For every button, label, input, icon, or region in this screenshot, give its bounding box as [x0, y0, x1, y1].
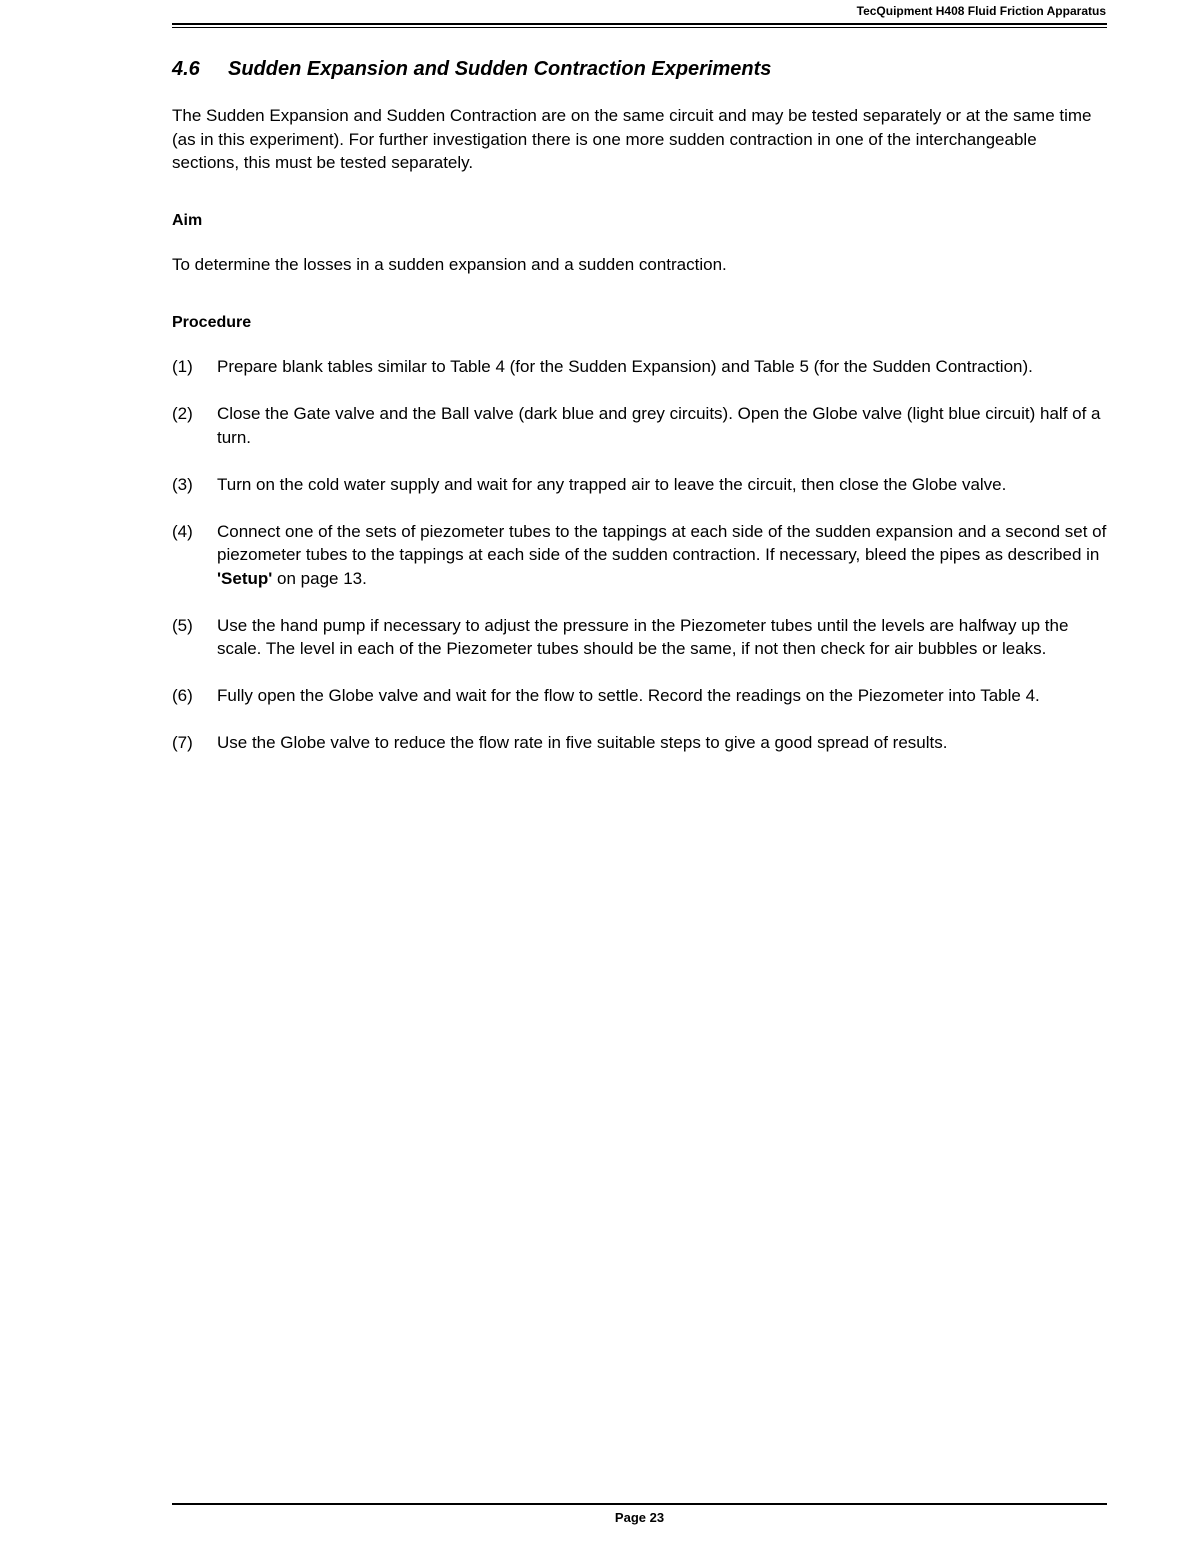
section-title [172, 57, 771, 81]
step-text: Use the Globe valve to reduce the flow rate in five suitable steps to give a good spread of results. [217, 733, 948, 752]
step-text: Use the hand pump if necessary to adjust the pressure in the Piezometer tubes until the levels are halfway up the scale. The level in each of the Piezometer tubes should be the same, if not then check for air bubbles or leaks. [217, 615, 1069, 658]
step-text: Close the Gate valve and the Ball valve (dark blue and grey circuits). Open the Globe valve (light blue circuit) half of a turn. [217, 404, 1101, 447]
running-header: TecQuipment H408 Fluid Friction Apparatus [856, 4, 1106, 18]
aim-text: To determine the losses in a sudden expansion and a sudden contraction. [172, 255, 727, 274]
footer-rule [172, 1503, 1107, 1505]
procedure-steps [172, 355, 1108, 778]
step-number: (2) [172, 404, 193, 423]
aim-heading: Aim [172, 212, 203, 229]
step-text: Fully open the Globe valve and wait for the flow to settle. Record the readings on the Piezometer into Table 4. [217, 686, 1040, 705]
step-number: (3) [172, 474, 193, 494]
procedure-step-6 [172, 684, 1108, 708]
step-text-part: on page 13. [272, 568, 367, 588]
header-rule-thin [172, 27, 1107, 28]
procedure-step-7 [172, 731, 1108, 755]
step-number: (5) [172, 615, 193, 635]
step-number: (4) [172, 521, 193, 541]
step-text: Prepare blank tables similar to Table 4 (for the Sudden Expansion) and Table 5 (for the Sudden Contraction). [217, 357, 1033, 376]
procedure-heading: Procedure [172, 314, 252, 331]
step-number: (6) [172, 686, 193, 705]
section-title-text: Sudden Expansion and Sudden Contraction Experiments [228, 58, 772, 80]
step-text [217, 522, 1106, 588]
setup-reference: 'Setup' [217, 568, 273, 588]
step-number: (1) [172, 357, 193, 376]
procedure-step-5 [172, 614, 1108, 661]
procedure-step-3 [172, 473, 1108, 497]
procedure-step-1 [172, 355, 1108, 379]
header-rule [172, 23, 1107, 25]
intro-paragraph: The Sudden Expansion and Sudden Contraction are on the same circuit and may be tested separately or at the same time (as in this experiment). For further investigation there is one more sudden contraction in one of the interchangeable sections, this must be tested separately. [172, 106, 1092, 172]
step-number: (7) [172, 733, 193, 752]
section-number: 4.6 [172, 58, 200, 80]
step-text: Turn on the cold water supply and wait for any trapped air to leave the circuit, then close the Globe valve. [217, 474, 1007, 494]
procedure-step-2 [172, 402, 1108, 449]
page-number: Page 23 [614, 1510, 665, 1525]
procedure-step-4 [172, 520, 1108, 591]
step-text-part: Connect one of the sets of piezometer tubes to the tappings at each side of the sudden expansion and a second set of piezometer tubes to the tappings at each side of the sudden contraction. If necessary, bleed the pipes as described in [217, 521, 1107, 564]
